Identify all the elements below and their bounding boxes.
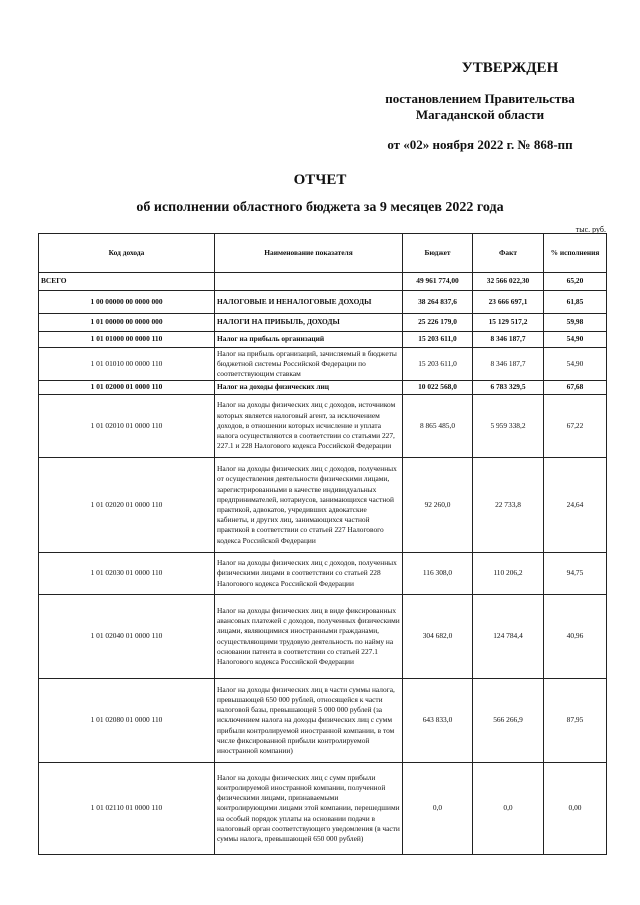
table-row: 1 01 02010 01 0000 110 Налог на доходы физических лиц с доходов, источником которых является налоговый агент, за исключением доходов, в отношении которых исчисление и уплата налога осуществляются в соответствии со статьями 227, 227.1 и 228 Налогового кодекса Российской Федерации 8 865 485,0 5 959 338,2 67,22 [39,395,607,458]
units-label: тыс. руб. [575,225,606,234]
table-row: 1 01 02110 01 0000 110 Налог на доходы физических лиц с сумм прибыли контролируемой иностранной компании, полученной физическими лицами, признаваемыми контролирующими лицами этой компании, перешедшими на особый порядок уплаты на основании подачи в налоговый орган соответствующего уведомления (в части суммы налога, превышающей 650 000 рублей) 0,0 0,0 0,00 [39,763,607,855]
approval-authority: постановлением Правительства Магаданской области [385,91,575,122]
report-subtitle: об исполнении областного бюджета за 9 месяцев 2022 года [136,200,504,215]
approval-title: УТВЕРЖДЕН [461,60,559,76]
table-row: 1 01 02000 01 0000 110 Налог на доходы физических лиц 10 022 568,0 6 783 329,5 67,68 [39,381,607,395]
table-row: 1 01 00000 00 0000 000 НАЛОГИ НА ПРИБЫЛЬ, ДОХОДЫ 25 226 179,0 15 129 517,2 59,98 [39,314,607,332]
table-row: 1 01 02040 01 0000 110 Налог на доходы физических лиц в виде фиксированных авансовых платежей с доходов, полученных физическими лицами, являющимися иностранными гражданами, осуществляющими трудовую деятельность по найму на основании патента в соответствии со статьей 227.1 Налогового кодекса Российской Федерации 304 682,0 124 784,4 40,96 [39,595,607,679]
header-budget: Бюджет [403,234,473,273]
table-row: 1 01 02080 01 0000 110 Налог на доходы физических лиц в части суммы налога, превышающей 650 000 рублей, относящейся к части налоговой базы, превышающей 5 000 000 рублей (за исключением налога на доходы физических лиц с сумм прибыли контролируемой иностранной компании, в том числе фиксированной прибыли контролируемой иностранной компании) 643 833,0 566 266,9 87,95 [39,679,607,763]
table-row: 1 01 02030 01 0000 110 Налог на доходы физических лиц с доходов, полученных физическими лицами в соответствии со статьей 228 Налогового кодекса Российской Федерации 116 308,0 110 206,2 94,75 [39,553,607,595]
table-row: 1 01 01000 00 0000 110 Налог на прибыль организаций 15 203 611,0 8 346 187,7 54,90 [39,332,607,348]
header-fact: Факт [473,234,544,273]
table-row: ВСЕГО 49 961 774,00 32 566 022,30 65,20 [39,273,607,291]
table-row: 1 01 01010 00 0000 110 Налог на прибыль организаций, зачисляемый в бюджеты бюджетной системы Российской Федерации по соответствующим ставкам 15 203 611,0 8 346 187,7 54,90 [39,348,607,381]
approval-block [340,60,620,153]
header-name: Наименование показателя [215,234,403,273]
table-header-row [39,234,607,273]
budget-table [38,233,607,855]
approval-date: от «02» ноября 2022 г. № 868-пп [387,137,573,152]
table-row: 1 00 00000 00 0000 000 НАЛОГОВЫЕ И НЕНАЛОГОВЫЕ ДОХОДЫ 38 264 837,6 23 666 697,1 61,85 [39,291,607,314]
header-code: Код дохода [39,234,215,273]
report-title: ОТЧЕТ [293,172,347,188]
table-row: 1 01 02020 01 0000 110 Налог на доходы физических лиц с доходов, полученных от осуществления деятельности физическими лицами, зарегистрированными в качестве индивидуальных предпринимателей, нотариусов, занимающихся частной практикой, адвокатов, учредивших адвокатские кабинеты, и других лиц, занимающихся частной практикой в соответствии со статьей 227 Налогового кодекса Российской Федерации 92 260,0 22 733,8 24,64 [39,458,607,553]
header-percent: % исполнения [544,234,607,273]
